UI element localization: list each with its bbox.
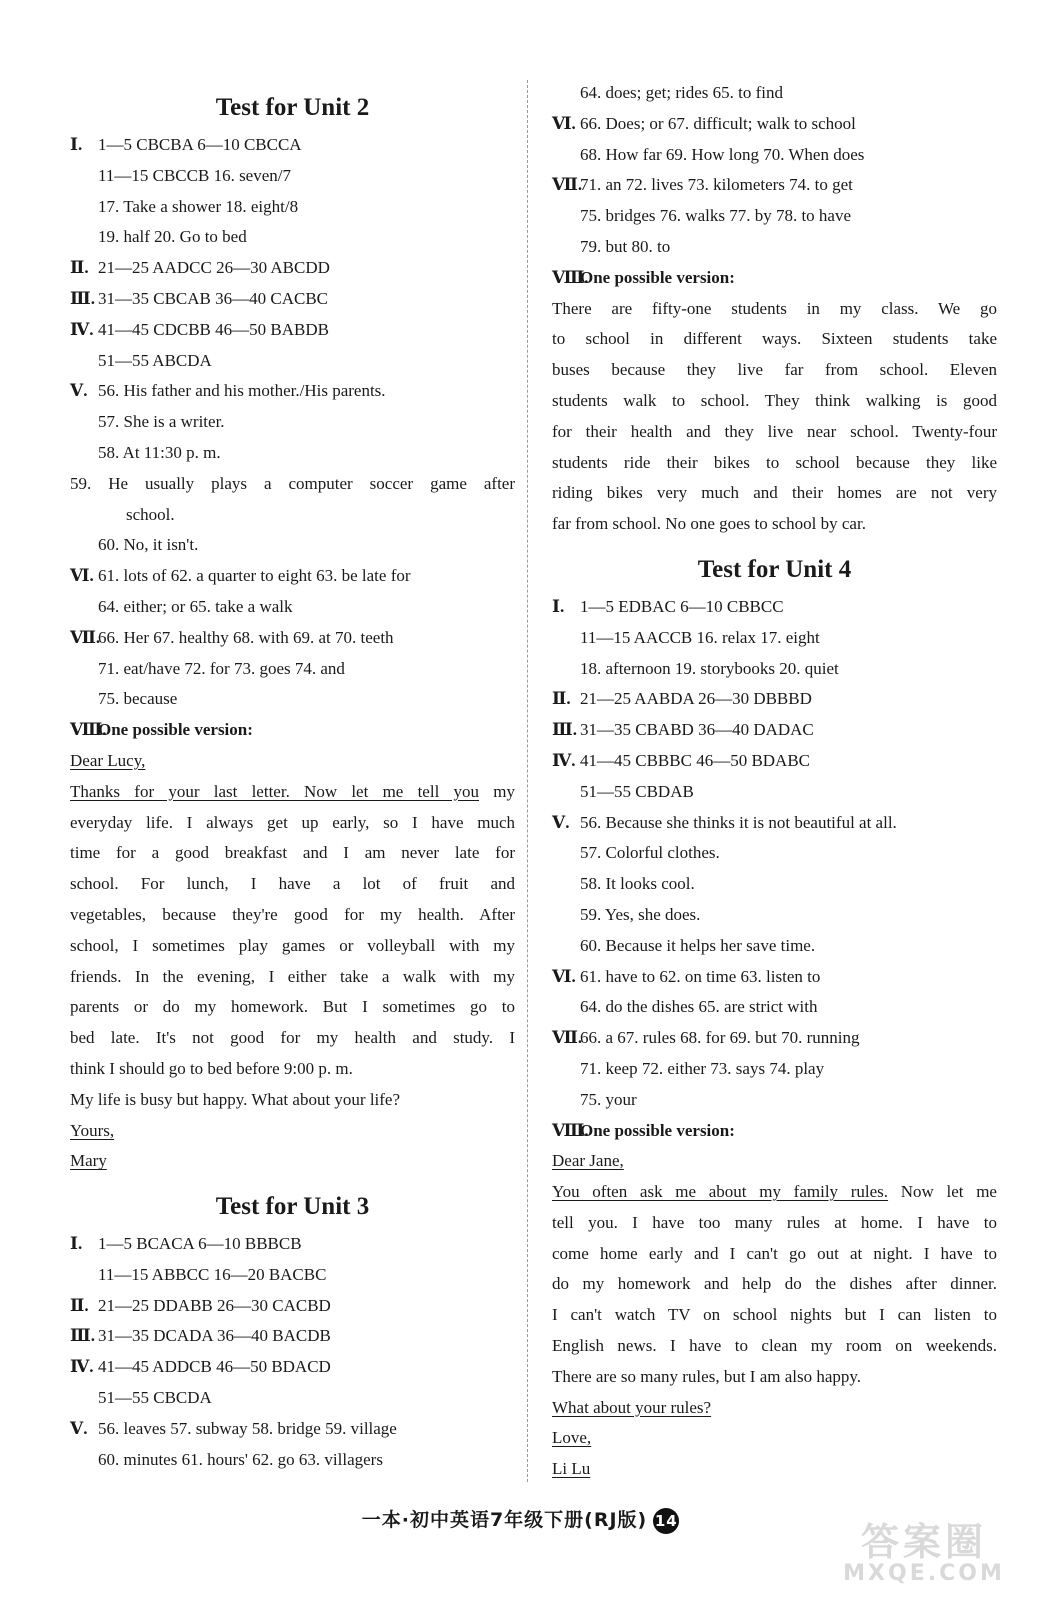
underlined-text: Mary — [70, 1151, 107, 1171]
answer-line — [552, 1116, 997, 1147]
line-text: 56. His father and his mother./His parents. — [98, 381, 386, 401]
section-numeral: Ⅵ. — [552, 966, 576, 986]
answer-line — [552, 140, 997, 171]
section-title: Test for Unit 3 — [215, 1193, 370, 1221]
section-numeral: Ⅳ. — [552, 750, 576, 770]
section-numeral: Ⅵ. — [552, 113, 576, 133]
line-text: 31—35 CBCAB 36—40 CACBC — [98, 288, 329, 308]
line-text: 51—55 CBCDA — [98, 1388, 212, 1408]
answer-line — [552, 232, 997, 263]
answer-line — [552, 962, 997, 993]
section-title: Test for Unit 2 — [215, 94, 370, 121]
underlined-text: Dear Jane, — [552, 1151, 624, 1171]
answer-line — [552, 78, 997, 109]
answer-line — [70, 407, 515, 438]
answer-line — [552, 201, 997, 232]
section-numeral: Ⅳ. — [70, 1357, 94, 1377]
section-numeral: Ⅰ. — [70, 135, 83, 154]
answer-line — [552, 1239, 997, 1270]
answer-line — [552, 1300, 997, 1331]
section-numeral: Ⅶ. — [552, 175, 583, 195]
answer-line — [552, 478, 997, 509]
line-text: school. — [126, 504, 175, 524]
answer-line — [70, 777, 515, 808]
answer-line — [70, 900, 515, 931]
answer-line — [70, 346, 515, 377]
answer-line — [552, 931, 997, 962]
line-text: 21—25 AADCC 26—30 ABCDD — [98, 258, 330, 278]
section-numeral: Ⅶ. — [552, 1028, 583, 1048]
line-text: 17. Take a shower 18. eight/8 — [98, 196, 299, 216]
section-numeral: Ⅴ. — [70, 381, 88, 401]
line-text: There are so many rules, but I am also happy. — [552, 1366, 862, 1386]
line-text: 1—5 BCACA 6—10 BBBCB — [98, 1234, 302, 1254]
underlined-text: Yours, — [70, 1120, 115, 1140]
line-text: 41—45 CBBBC 46—50 BDABC — [580, 750, 811, 770]
answer-line — [552, 1085, 997, 1116]
underlined-text: Thanks for your last letter. Now let me tell you — [70, 781, 480, 801]
answer-line — [552, 900, 997, 931]
line-text: think I should go to bed before 9:00 p. m. — [70, 1058, 353, 1078]
line-text: parents or do my homework. But I sometimes go to — [70, 997, 515, 1017]
answer-line — [552, 838, 997, 869]
line-text: students walk to school. They think walking is good — [552, 390, 997, 410]
answer-line — [70, 284, 515, 315]
line-text: to school in different ways. Sixteen students take — [552, 329, 997, 349]
watermark-mark: 答案圈 — [860, 1520, 987, 1564]
line-text: 21—25 DDABB 26—30 CACBD — [98, 1295, 331, 1315]
section-numeral: Ⅰ. — [552, 596, 565, 616]
line-text: 64. either; or 65. take a walk — [98, 596, 293, 616]
answer-line — [70, 1321, 515, 1352]
line-text: 61. have to 62. on time 63. listen to — [580, 966, 821, 986]
line-text: 60. Because it helps her save time. — [580, 935, 816, 955]
section-numeral: Ⅲ. — [552, 720, 577, 740]
answer-line — [70, 315, 515, 346]
line-text: 61. lots of 62. a quarter to eight 63. be late for — [98, 566, 411, 586]
answer-line — [552, 1393, 997, 1424]
underlined-text: Love, — [552, 1428, 592, 1448]
underlined-text: Li Lu — [552, 1459, 591, 1479]
watermark-url: MXQE.COM — [843, 1561, 1005, 1586]
section-numeral: Ⅲ. — [70, 1326, 95, 1346]
watermark-logo — [829, 1522, 1019, 1592]
line-text: 51—55 ABCDA — [98, 350, 212, 370]
answer-line — [70, 654, 515, 685]
answer-line — [552, 1269, 997, 1300]
answer-line — [70, 530, 515, 561]
underlined-text: You often ask me about my family rules. — [552, 1182, 889, 1202]
answer-line — [70, 1383, 515, 1414]
line-text: 60. minutes 61. hours' 62. go 63. villagers — [98, 1449, 383, 1469]
line-text: 64. does; get; rides 65. to find — [580, 83, 784, 102]
answer-line — [552, 1331, 997, 1362]
answer-line — [552, 992, 997, 1023]
answer-line — [70, 192, 515, 223]
answer-line — [552, 1146, 997, 1177]
answer-line — [70, 469, 515, 500]
line-text: riding bikes very much and their homes are not very — [552, 483, 997, 503]
column-divider — [527, 80, 528, 1482]
left-column — [70, 78, 515, 1475]
answer-line — [552, 1208, 997, 1239]
book-title: 一本·初中英语7年级下册(RJ版) — [361, 1509, 648, 1531]
answer-line — [552, 170, 997, 201]
line-text: 57. Colorful clothes. — [580, 843, 720, 863]
section-title: Test for Unit 4 — [697, 555, 852, 583]
line-text: 51—55 CBDAB — [580, 781, 694, 801]
line-text: far from school. No one goes to school by car. — [552, 514, 866, 534]
section-numeral: Ⅷ. — [70, 720, 107, 740]
line-text: 11—15 ABBCC 16—20 BACBC — [98, 1264, 327, 1284]
line-text: English news. I have to clean my room on weekends. — [552, 1336, 997, 1356]
line-text: 1—5 EDBAC 6—10 CBBCC — [580, 596, 784, 616]
version-heading: One possible version: — [98, 720, 253, 740]
line-text: My life is busy but happy. What about your life? — [70, 1089, 401, 1109]
line-text: 21—25 AABDA 26—30 DBBBD — [580, 689, 812, 709]
answer-line — [552, 715, 997, 746]
answer-line — [552, 448, 997, 479]
section-numeral: Ⅱ. — [552, 689, 571, 709]
answer-line — [552, 1023, 997, 1054]
line-text: 66. Her 67. healthy 68. with 69. at 70. teeth — [98, 627, 394, 647]
section-numeral: Ⅲ. — [70, 288, 95, 308]
answer-line — [552, 746, 997, 777]
section-numeral: Ⅷ. — [552, 267, 589, 287]
line-text: 79. but 80. to — [580, 236, 671, 256]
line-text: my — [479, 781, 515, 801]
line-text: students ride their bikes to school because they like — [552, 452, 997, 472]
answer-line — [70, 623, 515, 654]
line-text: 56. Because she thinks it is not beautiful at all. — [580, 812, 897, 832]
answer-line — [70, 992, 515, 1023]
line-text: 71. eat/have 72. for 73. goes 74. and — [98, 658, 345, 678]
line-text: 41—45 ADDCB 46—50 BDACD — [98, 1357, 331, 1377]
answer-line — [70, 1291, 515, 1322]
answer-line — [552, 509, 997, 540]
line-text: 75. your — [580, 1089, 637, 1109]
answer-line — [70, 1445, 515, 1476]
answer-line — [70, 500, 515, 531]
answer-line — [552, 869, 997, 900]
answer-line — [552, 294, 997, 325]
line-text: 31—35 CBABD 36—40 DADAC — [580, 720, 814, 740]
answer-line — [552, 777, 997, 808]
answer-line — [552, 324, 997, 355]
section-numeral: Ⅰ. — [70, 1234, 83, 1254]
line-text: 19. half 20. Go to bed — [98, 227, 247, 247]
answer-line — [552, 417, 997, 448]
page-number: 14 — [653, 1508, 679, 1534]
answer-line — [552, 808, 997, 839]
line-text: 68. How far 69. How long 70. When does — [580, 144, 865, 164]
line-text: 66. Does; or 67. difficult; walk to school — [580, 113, 856, 133]
answer-line — [552, 1454, 997, 1485]
answer-line — [70, 222, 515, 253]
right-column — [552, 78, 997, 1485]
section-numeral: Ⅴ. — [70, 1418, 88, 1438]
line-text: 75. bridges 76. walks 77. by 78. to have — [580, 206, 852, 226]
line-text: vegetables, because they're good for my health. After — [70, 904, 515, 924]
answer-line — [552, 1423, 997, 1454]
answer-line — [70, 931, 515, 962]
answer-line — [70, 838, 515, 869]
section-numeral: Ⅱ. — [70, 258, 89, 278]
line-text: 59. Yes, she does. — [580, 904, 701, 924]
line-text: buses because they live far from school. Eleven — [552, 360, 997, 380]
answer-line — [552, 109, 997, 140]
answer-line — [70, 1260, 515, 1291]
line-text: 31—35 DCADA 36—40 BACDB — [98, 1326, 331, 1346]
line-text: Now let me — [888, 1182, 997, 1202]
section-numeral: Ⅶ. — [70, 627, 101, 647]
answer-line — [552, 1362, 997, 1393]
line-text: 59. He usually plays a computer soccer game after — [70, 473, 515, 493]
answer-line — [70, 376, 515, 407]
section-numeral: Ⅷ. — [552, 1120, 589, 1140]
section-numeral: Ⅴ. — [552, 812, 570, 832]
answer-line — [70, 962, 515, 993]
answer-line — [552, 592, 997, 623]
line-text: school. For lunch, I have a lot of fruit and — [70, 874, 515, 894]
answer-line — [70, 438, 515, 469]
line-text: school, I sometimes play games or volleyball with my — [70, 935, 515, 955]
line-text: 60. No, it isn't. — [98, 535, 199, 555]
line-text: 18. afternoon 19. storybooks 20. quiet — [580, 658, 839, 678]
answer-line — [70, 1414, 515, 1445]
answer-line — [552, 1177, 997, 1208]
line-text: There are fifty-one students in my class. We go — [552, 298, 997, 318]
answer-line — [70, 869, 515, 900]
answer-line — [70, 1116, 515, 1147]
section-numeral: Ⅱ. — [70, 1295, 89, 1315]
line-text: 57. She is a writer. — [98, 412, 225, 432]
answer-line — [70, 684, 515, 715]
answer-line — [70, 1352, 515, 1383]
answer-line — [70, 1023, 515, 1054]
line-text: 75. because — [98, 689, 178, 709]
answer-line — [552, 263, 997, 294]
answer-line — [70, 561, 515, 592]
version-heading: One possible version: — [580, 1120, 735, 1140]
underlined-text: What about your rules? — [552, 1397, 712, 1417]
line-text: 71. keep 72. either 73. says 74. play — [580, 1058, 825, 1078]
underlined-text: Dear Lucy, — [70, 750, 146, 770]
answer-line — [552, 684, 997, 715]
line-text: 66. a 67. rules 68. for 69. but 70. running — [580, 1028, 860, 1048]
answer-line — [552, 1054, 997, 1085]
line-text: 56. leaves 57. subway 58. bridge 59. village — [98, 1418, 397, 1438]
line-text: 1—5 CBCBA 6—10 CBCCA — [98, 135, 302, 154]
answer-line — [70, 130, 515, 161]
line-text: do my homework and help do the dishes after dinner. — [552, 1274, 997, 1294]
section-numeral: Ⅳ. — [70, 319, 94, 339]
line-text: everyday life. I always get up early, so I have much — [70, 812, 515, 832]
answer-line — [70, 253, 515, 284]
answer-line — [552, 623, 997, 654]
answer-line — [70, 1054, 515, 1085]
line-text: 58. At 11:30 p. m. — [98, 442, 221, 462]
line-text: I can't watch TV on school nights but I can listen to — [552, 1305, 997, 1325]
line-text: friends. In the evening, I either take a walk with my — [70, 966, 515, 986]
version-heading: One possible version: — [580, 267, 735, 287]
line-text: 64. do the dishes 65. are strict with — [580, 997, 818, 1017]
line-text: 11—15 AACCB 16. relax 17. eight — [580, 627, 820, 647]
line-text: 41—45 CDCBB 46—50 BABDB — [98, 319, 329, 339]
line-text: for their health and they live near school. Twenty-four — [552, 421, 997, 441]
answer-line — [70, 746, 515, 777]
answer-line — [552, 386, 997, 417]
answer-line — [552, 654, 997, 685]
answer-line — [70, 1085, 515, 1116]
answer-line — [552, 355, 997, 386]
line-text: come home early and I can't go out at night. I have to — [552, 1243, 997, 1263]
section-numeral: Ⅵ. — [70, 566, 94, 586]
answer-line — [70, 715, 515, 746]
answer-line — [70, 1229, 515, 1260]
line-text: tell you. I have too many rules at home. I have to — [552, 1212, 997, 1232]
answer-line — [70, 161, 515, 192]
answer-line — [70, 808, 515, 839]
line-text: bed late. It's not good for my health and study. I — [70, 1028, 515, 1048]
answer-line — [70, 1146, 515, 1177]
line-text: 11—15 CBCCB 16. seven/7 — [98, 165, 291, 185]
line-text: 71. an 72. lives 73. kilometers 74. to get — [580, 175, 853, 195]
answer-line — [70, 592, 515, 623]
line-text: time for a good breakfast and I am never late for — [70, 843, 515, 863]
line-text: 58. It looks cool. — [580, 874, 695, 894]
